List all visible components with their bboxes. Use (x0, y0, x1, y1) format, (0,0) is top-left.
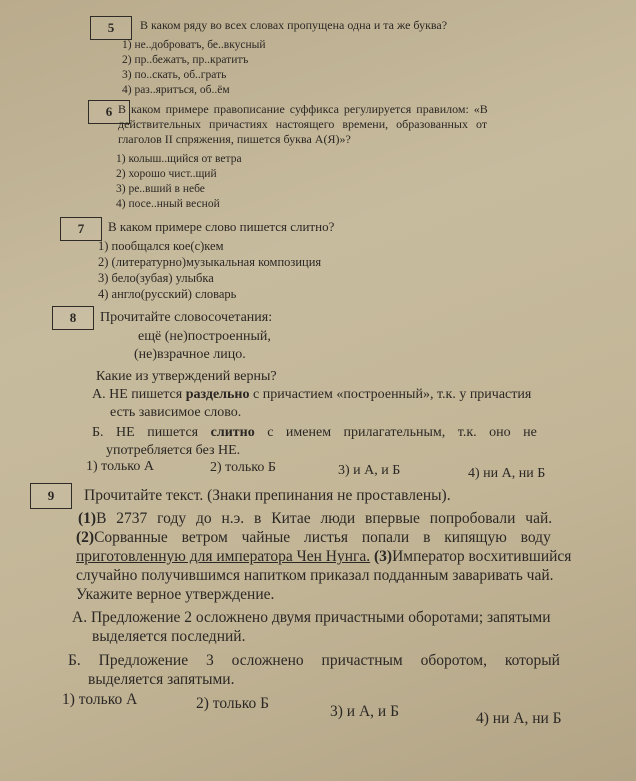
question-number-5: 5 (90, 16, 132, 40)
statement-a-line2: выделяется последний. (92, 628, 246, 645)
option-1[interactable]: 1) колыш..щийся от ветра (116, 153, 242, 165)
option-3[interactable]: 3) и А, и Б (330, 703, 399, 720)
question-number-9: 9 (30, 483, 72, 509)
text-sentence-1 (78, 509, 552, 528)
sentence-1-text: В 2737 году до н.э. в Китае люди впервые попробовали чай. (96, 510, 553, 527)
statement-b (92, 424, 537, 441)
sentence-3-number: (3) (374, 548, 393, 565)
statement-b-prefix: Б. НЕ пишется (92, 425, 211, 440)
option-3[interactable]: 3) бело(зубая) улыбка (98, 271, 214, 285)
statement-a-prefix: А. НЕ пишется (92, 387, 186, 402)
statement-a-rest: с причастием «построенный», т.к. у причастия (249, 387, 532, 402)
statement-a: А. Предложение 2 осложнено двумя причастными оборотами; запятыми (72, 609, 551, 626)
statement-b-rest: с именем прилагательным, т.к. оно не (254, 425, 537, 440)
statement-question: Какие из утверждений верны? (96, 369, 277, 384)
sentence-1-number: (1) (78, 510, 97, 527)
instruction: Укажите верное утверждение. (76, 586, 275, 603)
statement-b-line2: употребляется без НЕ. (106, 443, 241, 458)
question-text: Прочитайте словосочетания: (100, 310, 273, 325)
statement-a-line2: есть зависимое слово. (110, 405, 242, 420)
text-sentence-3-end: случайно получившимся напитком приказал подданным заваривать чай. (76, 567, 554, 584)
option-4[interactable]: 4) посе..нный весной (116, 198, 220, 210)
question-text: В каком ряду во всех словах пропущена одна и та же буква? (140, 18, 448, 32)
option-4[interactable]: 4) англо(русский) словарь (98, 287, 237, 301)
option-2[interactable]: 2) хорошо чист..щий (116, 168, 217, 180)
question-text-line3: глаголов II спряжения, пишется буква А(Я)»? (118, 132, 351, 146)
phrase-2: (не)взрачное лицо. (134, 347, 246, 362)
text-sentence-2-3 (76, 547, 571, 566)
statement-b: Б. Предложение 3 осложнено причастным оборотом, который (68, 652, 560, 669)
sentence-2-number: (2) (76, 529, 95, 546)
question-text-line2: действительных причастиях настоящего времени, образованных от (118, 117, 488, 131)
option-4[interactable]: 4) ни А, ни Б (468, 466, 546, 481)
statement-a (92, 386, 531, 403)
option-3[interactable]: 3) ре..вший в небе (116, 183, 205, 195)
option-1[interactable]: 1) не..доброватъ, бе..вкусный (122, 39, 266, 51)
option-3[interactable]: 3) по..скать, об..грать (122, 69, 227, 81)
question-text-line1: В каком примере правописание суффикса регулируется правилом: «В (118, 102, 488, 116)
statement-b-line2: выделяется запятыми. (88, 671, 235, 688)
phrase-1: ещё (не)построенный, (138, 329, 271, 344)
option-4[interactable]: 4) ни А, ни Б (476, 710, 562, 727)
question-number-6: 6 (88, 100, 130, 124)
question-number-8: 8 (52, 306, 94, 330)
statement-a-bold: раздельно (185, 387, 250, 402)
option-2[interactable]: 2) только Б (210, 460, 276, 475)
option-3[interactable]: 3) и А, и Б (338, 463, 401, 478)
sentence-2-end: приготовленную для императора Чен Нунга. (76, 548, 371, 565)
option-2[interactable]: 2) только Б (196, 695, 269, 712)
option-2[interactable]: 2) (литературно)музыкальная композиция (98, 255, 322, 269)
option-1[interactable]: 1) пообщался кое(с)кем (98, 239, 224, 253)
question-number-7: 7 (60, 217, 102, 241)
statement-b-bold: слитно (210, 425, 255, 440)
question-text: Прочитайте текст. (Знаки препинания не проставлены). (84, 487, 451, 504)
sentence-3-text: Император восхитившийся (392, 548, 572, 565)
option-1[interactable]: 1) только А (86, 459, 154, 474)
option-1[interactable]: 1) только А (62, 691, 138, 708)
sentence-2-text: Сорванные ветром чайные листья попали в кипящую воду (94, 529, 551, 546)
question-text: В каком примере слово пишется слитно? (108, 219, 335, 234)
option-4[interactable]: 4) раз..яритъся, об..ём (122, 84, 230, 96)
text-sentence-2 (76, 528, 551, 547)
option-2[interactable]: 2) пр..бежатъ, пр..кратитъ (122, 54, 249, 66)
